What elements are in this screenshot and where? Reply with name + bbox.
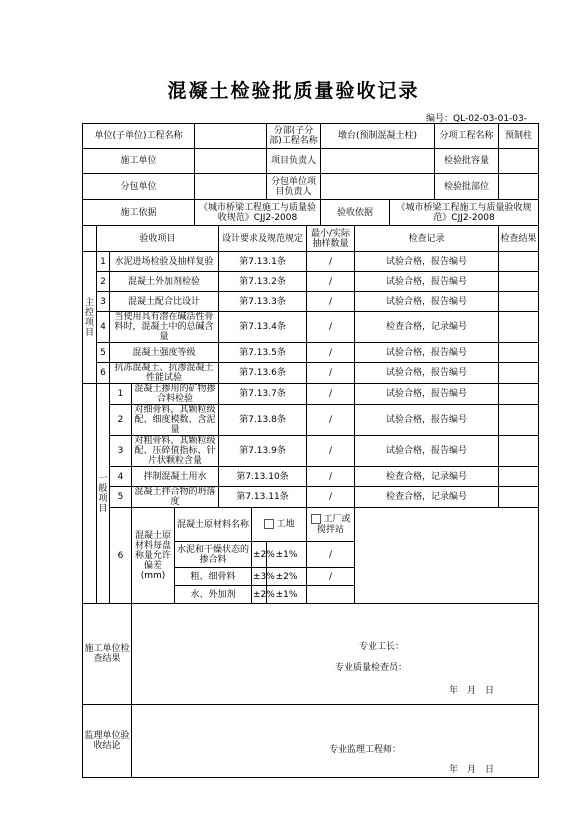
general-item-sample[interactable]: / xyxy=(307,405,355,436)
project-lead-label: 项目负责人 xyxy=(267,149,321,174)
col-record: 检查记录 xyxy=(355,226,499,252)
item6-material-name: 混凝土原材料名称 xyxy=(175,508,252,542)
part-label: 分部(子分部)工程名称 xyxy=(267,124,321,149)
main-item-record[interactable]: 试验合格，报告编号 xyxy=(355,272,499,292)
acceptance-basis-label: 验收依据 xyxy=(321,200,390,226)
item6-label: 混凝土原材料每盘称量允许偏差(mm) xyxy=(132,508,175,604)
site-label: 工地 xyxy=(276,519,295,530)
main-item-spec: 第7.13.1条 xyxy=(219,252,307,272)
construction-unit-value[interactable] xyxy=(195,149,267,174)
main-item-result[interactable] xyxy=(499,343,539,363)
basis-value: 《城市桥梁工程施工与质量验收规范》CJJ2-2008 xyxy=(195,200,321,226)
unit-label: 单位(子单位)工程名称 xyxy=(83,124,195,149)
subitem-label: 分项工程名称 xyxy=(435,124,499,149)
acceptance-basis-value: 《城市桥梁工程施工与质量验收规范》CJJ2-2008 xyxy=(390,200,539,226)
main-item-name: 当使用具有潜在碱活性骨料时，混凝土中的总碱含量 xyxy=(110,312,219,343)
item6-row-site: ±2% xyxy=(252,542,267,568)
general-item-spec: 第7.13.7条 xyxy=(219,384,307,405)
foreman-label: 专业工长： xyxy=(359,642,405,652)
main-item-name: 水泥进场检验及抽样复验 xyxy=(110,252,219,272)
basis-label: 施工依据 xyxy=(83,200,195,226)
main-item-sample[interactable]: / xyxy=(307,343,355,363)
subcontractor-label: 分包单位 xyxy=(83,174,195,200)
unit-value[interactable] xyxy=(195,124,267,149)
main-item-name: 混凝土强度等级 xyxy=(110,343,219,363)
main-item-record[interactable]: 检查合格，记录编号 xyxy=(355,312,499,343)
general-item-name: 对细骨料，其颗粒级配、细度模数、含泥量 xyxy=(132,405,219,436)
batch-capacity-label: 检验批容量 xyxy=(435,149,499,174)
general-item-spec: 第7.13.8条 xyxy=(219,405,307,436)
supervision-area[interactable] xyxy=(132,705,539,778)
main-item-result[interactable] xyxy=(499,292,539,312)
item6-row-sample[interactable] xyxy=(307,586,355,604)
item6-row-sample[interactable]: / xyxy=(307,542,355,568)
inspection-form xyxy=(82,123,539,778)
plant-checkbox[interactable] xyxy=(311,514,321,524)
item6-row-plant: ±1% xyxy=(267,542,307,568)
general-item-no: 3 xyxy=(110,436,132,467)
main-item-spec: 第7.13.4条 xyxy=(219,312,307,343)
general-item-label: 一般项目 xyxy=(97,384,110,604)
main-item-record[interactable]: 试验合格，报告编号 xyxy=(355,363,499,384)
general-item-spec: 第7.13.9条 xyxy=(219,436,307,467)
item6-row-name: 水泥和干燥状态的掺合料 xyxy=(175,542,252,568)
batch-part-label: 检验批部位 xyxy=(435,174,499,200)
supervision-date: 年 月 日 xyxy=(449,765,495,775)
supervision-engineer-label: 专业监理工程师： xyxy=(329,745,402,755)
main-item-result[interactable] xyxy=(499,272,539,292)
item6-row-site: ±2% xyxy=(252,586,267,604)
main-item-sample[interactable]: / xyxy=(307,272,355,292)
inspector-label: 专业质量检查员： xyxy=(335,663,408,673)
main-item-name: 混凝土外加剂检验 xyxy=(110,272,219,292)
general-item-record[interactable]: 检查合格，记录编号 xyxy=(355,467,499,487)
construction-unit-label: 施工单位 xyxy=(83,149,195,174)
general-item-sample[interactable]: / xyxy=(307,467,355,487)
main-item-sample[interactable]: / xyxy=(307,363,355,384)
general-item-result[interactable] xyxy=(499,487,539,508)
construction-check-area[interactable] xyxy=(132,604,539,705)
main-item-sample[interactable]: / xyxy=(307,312,355,343)
col-design: 设计要求及规范规定 xyxy=(219,226,307,252)
batch-part-value[interactable] xyxy=(499,174,539,200)
main-item-no: 4 xyxy=(97,312,110,343)
general-item-record[interactable]: 试验合格，报告编号 xyxy=(355,384,499,405)
item6-row-plant: ±1% xyxy=(267,586,307,604)
general-item-result[interactable] xyxy=(499,436,539,467)
main-item-spec: 第7.13.6条 xyxy=(219,363,307,384)
main-item-spec: 第7.13.5条 xyxy=(219,343,307,363)
main-item-result[interactable] xyxy=(499,312,539,343)
item6-row-name: 粗、细骨料 xyxy=(175,568,252,586)
main-item-no: 1 xyxy=(97,252,110,272)
item6-row-site: ±3% xyxy=(252,568,267,586)
general-item-record[interactable]: 试验合格，报告编号 xyxy=(355,436,499,467)
general-item-sample[interactable]: / xyxy=(307,487,355,508)
sub-project-lead-label: 分包单位项目负责人 xyxy=(267,174,321,200)
subitem-value[interactable]: 预制柱 xyxy=(499,124,539,149)
construction-check-label: 施工单位检查结果 xyxy=(83,604,132,705)
main-item-record[interactable]: 试验合格，报告编号 xyxy=(355,252,499,272)
side-blank xyxy=(83,226,97,252)
general-item-name: 混凝土拌合物的坍落度 xyxy=(132,487,219,508)
batch-capacity-value[interactable] xyxy=(499,149,539,174)
item6-row-sample[interactable]: / xyxy=(307,568,355,586)
general-item-spec: 第7.13.10条 xyxy=(219,467,307,487)
item6-row-name: 水、外加剂 xyxy=(175,586,252,604)
general-item-result[interactable] xyxy=(499,405,539,436)
supervision-label: 监理单位验收结论 xyxy=(83,705,132,778)
col-item: 验收项目 xyxy=(97,226,219,252)
main-item-result[interactable] xyxy=(499,252,539,272)
item6-plant-option[interactable] xyxy=(307,508,355,542)
main-item-sample[interactable]: / xyxy=(307,292,355,312)
plant-label: 工厂或搅拌站 xyxy=(317,514,351,535)
item6-site-option[interactable] xyxy=(252,508,307,542)
general-item-no: 4 xyxy=(110,467,132,487)
general-item-sample[interactable]: / xyxy=(307,436,355,467)
item6-no: 6 xyxy=(110,508,132,604)
main-item-no: 6 xyxy=(97,363,110,384)
page-title: 混凝土检验批质量验收记录 xyxy=(167,80,420,102)
general-item-name: 对粗骨料，其颗粒级配、压碎值指标、针片状颗粒含量 xyxy=(132,436,219,467)
general-item-sample[interactable]: / xyxy=(307,384,355,405)
main-item-no: 2 xyxy=(97,272,110,292)
item6-blank[interactable] xyxy=(355,508,539,604)
main-item-no: 3 xyxy=(97,292,110,312)
main-item-sample[interactable]: / xyxy=(307,252,355,272)
main-item-spec: 第7.13.3条 xyxy=(219,292,307,312)
main-item-no: 5 xyxy=(97,343,110,363)
general-item-no: 1 xyxy=(110,384,132,405)
main-control-label: 主控项目 xyxy=(83,252,97,384)
general-item-name: 拌制混凝土用水 xyxy=(132,467,219,487)
main-item-result[interactable] xyxy=(499,363,539,384)
general-item-name: 混凝土掺用的矿物掺合料检验 xyxy=(132,384,219,405)
part-value[interactable]: 墩台(预制混凝土柱) xyxy=(321,124,435,149)
item6-row-plant: ±2% xyxy=(267,568,307,586)
main-item-spec: 第7.13.2条 xyxy=(219,272,307,292)
col-sample: 最小/实际抽样数量 xyxy=(307,226,355,252)
site-checkbox[interactable] xyxy=(264,519,274,529)
general-item-no: 5 xyxy=(110,487,132,508)
general-item-result[interactable] xyxy=(499,384,539,405)
main-item-name: 抗冻混凝土、抗渗混凝土性能试验 xyxy=(110,363,219,384)
col-result: 检查结果 xyxy=(499,226,539,252)
subcontractor-value[interactable] xyxy=(195,174,267,200)
general-item-spec: 第7.13.11条 xyxy=(219,487,307,508)
construction-date: 年 月 日 xyxy=(449,686,495,696)
main-item-name: 混凝土配合比设计 xyxy=(110,292,219,312)
general-item-no: 2 xyxy=(110,405,132,436)
general-item-result[interactable] xyxy=(499,467,539,487)
general-item-record[interactable]: 检查合格，记录编号 xyxy=(355,487,499,508)
form-code: 编号：QL-02-03-01-03- xyxy=(426,114,527,124)
general-side-blank xyxy=(83,384,97,604)
general-item-record[interactable]: 试验合格，报告编号 xyxy=(355,405,499,436)
main-item-record[interactable]: 试验合格，报告编号 xyxy=(355,292,499,312)
sub-project-lead-value[interactable] xyxy=(321,174,435,200)
main-item-record[interactable]: 试验合格，报告编号 xyxy=(355,343,499,363)
project-lead-value[interactable] xyxy=(321,149,435,174)
